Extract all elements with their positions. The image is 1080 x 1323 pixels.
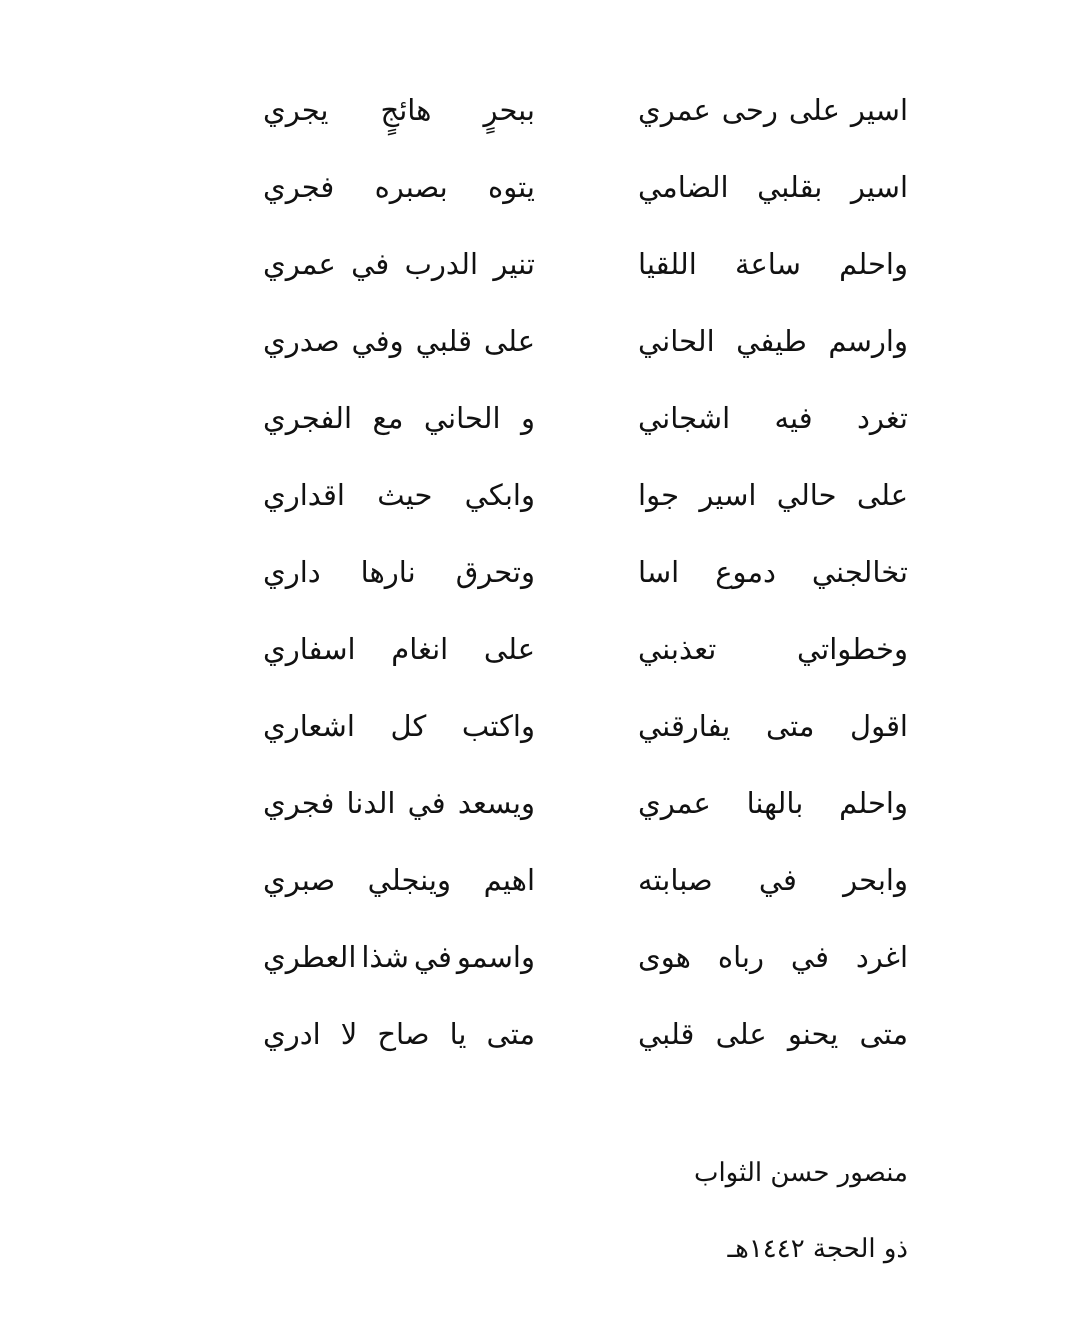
first-hemistich <box>638 465 908 525</box>
verse-line <box>250 234 930 311</box>
first-hemistich <box>638 619 908 679</box>
poem-word: على <box>483 632 535 666</box>
poem-word: انغام <box>391 632 449 666</box>
author-name: منصور حسن الثواب <box>693 1158 908 1188</box>
poem-word: في <box>758 863 797 897</box>
second-hemistich <box>263 542 535 602</box>
first-hemistich <box>638 1004 908 1064</box>
poem-word: رباه <box>717 940 764 974</box>
poem-word: فجري <box>263 170 335 204</box>
poem-word: عمري <box>638 93 711 127</box>
poem-word: اشعاري <box>263 709 355 743</box>
poem-word: حالي <box>776 478 837 512</box>
poem-word: اهيم <box>483 863 535 897</box>
poem-word: تخالجني <box>811 555 908 589</box>
poem-word: رحى <box>721 93 778 127</box>
poem-word: اسير <box>699 478 757 512</box>
second-hemistich <box>263 157 535 217</box>
poem-word: وارسم <box>828 324 908 358</box>
first-hemistich <box>638 696 908 756</box>
poem-word: على <box>483 324 535 358</box>
poem-word: اغرد <box>855 940 908 974</box>
second-hemistich <box>263 850 535 910</box>
poem-word: اللقيا <box>638 247 697 281</box>
second-hemistich <box>263 696 535 756</box>
poem-word: متى <box>765 709 815 743</box>
poem-word: على <box>788 93 840 127</box>
poem-word: صدري <box>263 324 340 358</box>
first-hemistich <box>638 157 908 217</box>
verse-line <box>250 850 930 927</box>
poem-word: وينجلي <box>367 863 451 897</box>
poem-word: فيه <box>774 401 813 435</box>
verse-line <box>250 311 930 388</box>
first-hemistich <box>638 773 908 833</box>
poem-word: عمري <box>638 786 711 820</box>
poem-word: وابكي <box>464 478 535 512</box>
poem-word: يتوه <box>488 170 535 204</box>
poem-word: يفارقني <box>638 709 731 743</box>
poem-word: على <box>856 478 908 512</box>
verse-line <box>250 773 930 850</box>
first-hemistich <box>638 80 908 140</box>
poem-word: وابحر <box>843 863 908 897</box>
poem-word: مع <box>372 401 404 435</box>
verse-line <box>250 696 930 773</box>
verse-line <box>250 619 930 696</box>
verse-line <box>250 80 930 157</box>
poem-word: اقداري <box>263 478 345 512</box>
verse-line <box>250 927 930 1004</box>
verse-line <box>250 542 930 619</box>
poem-word: العطري <box>263 940 357 974</box>
poem-word: واسمو <box>456 940 535 974</box>
poem-word: هائجٍ <box>380 93 432 127</box>
poem-word: الفجري <box>263 401 352 435</box>
poem-word: ببحرٍ <box>483 93 535 127</box>
poem-word: دموع <box>715 555 776 589</box>
poem-word: متى <box>486 1017 535 1051</box>
poem-word: الدنا <box>346 786 396 820</box>
poem-word: تنير <box>493 247 535 281</box>
poem-word: و <box>520 401 535 435</box>
poem-word: واحلم <box>839 786 908 820</box>
poem-word: تغرد <box>857 401 908 435</box>
verse-line <box>250 388 930 465</box>
poem-word: فجري <box>263 786 335 820</box>
poem-word: وتحرق <box>455 555 535 589</box>
first-hemistich <box>638 542 908 602</box>
second-hemistich <box>263 619 535 679</box>
second-hemistich <box>263 234 535 294</box>
poem-word: نارها <box>360 555 416 589</box>
poem-word: يجري <box>263 93 329 127</box>
poem-word: في <box>790 940 829 974</box>
verse-line <box>250 465 930 542</box>
poem-word: الحاني <box>423 401 501 435</box>
poem-word: عمري <box>263 247 336 281</box>
poem-word: تعذبني <box>638 632 717 666</box>
first-hemistich <box>638 927 908 987</box>
poem-word: لا <box>340 1017 358 1051</box>
poem-word: كل <box>390 709 427 743</box>
poem-word: صبري <box>263 863 336 897</box>
first-hemistich <box>638 850 908 910</box>
second-hemistich <box>263 465 535 525</box>
poem-word: اسير <box>850 170 908 204</box>
second-hemistich <box>263 80 535 140</box>
poem-word: اسير <box>850 93 908 127</box>
poem-word: صاح <box>377 1017 430 1051</box>
poem-word: على <box>715 1017 767 1051</box>
poem-word: بالهنا <box>746 786 804 820</box>
poem-date: ذو الحجة ١٤٤٢هـ <box>727 1234 908 1264</box>
poem-word: صبابته <box>638 863 713 897</box>
first-hemistich <box>638 311 908 371</box>
verse-line <box>250 1004 930 1081</box>
poem-word: واكتب <box>461 709 535 743</box>
poem-word: شذا <box>361 940 409 974</box>
poem-word: حيث <box>377 478 433 512</box>
poem-word: ادري <box>263 1017 321 1051</box>
poem-word: في <box>351 247 390 281</box>
poem-word: الدرب <box>404 247 479 281</box>
poem-word: اشجاني <box>638 401 731 435</box>
second-hemistich <box>263 311 535 371</box>
poem-word: واحلم <box>839 247 908 281</box>
poem-word: في <box>407 786 446 820</box>
poem-word: داري <box>263 555 321 589</box>
poem-word: اقول <box>850 709 908 743</box>
poem-word: اسفاري <box>263 632 356 666</box>
poem-word: قلبي <box>415 324 472 358</box>
poem-word: اسا <box>638 555 680 589</box>
second-hemistich <box>263 773 535 833</box>
poem <box>250 80 930 1081</box>
poem-word: بقلبي <box>757 170 823 204</box>
second-hemistich <box>263 927 535 987</box>
poem-word: في <box>413 940 452 974</box>
poem-word: هوى <box>638 940 691 974</box>
poem-word: جوا <box>638 478 679 512</box>
poem-word: الحاني <box>638 324 715 358</box>
poem-word: طيفي <box>736 324 807 358</box>
poem-word: يا <box>449 1017 467 1051</box>
poem-word: ويسعد <box>457 786 535 820</box>
poem-word: قلبي <box>638 1017 695 1051</box>
first-hemistich <box>638 234 908 294</box>
verse-line <box>250 157 930 234</box>
poem-word: يحنو <box>787 1017 839 1051</box>
poem-word: متى <box>859 1017 908 1051</box>
poem-word: وخطواتي <box>796 632 908 666</box>
poem-word: بصبره <box>374 170 448 204</box>
second-hemistich <box>263 1004 535 1064</box>
poem-word: ساعة <box>734 247 801 281</box>
poem-word: الضامي <box>638 170 729 204</box>
poem-word: وفي <box>351 324 404 358</box>
second-hemistich <box>263 388 535 448</box>
first-hemistich <box>638 388 908 448</box>
